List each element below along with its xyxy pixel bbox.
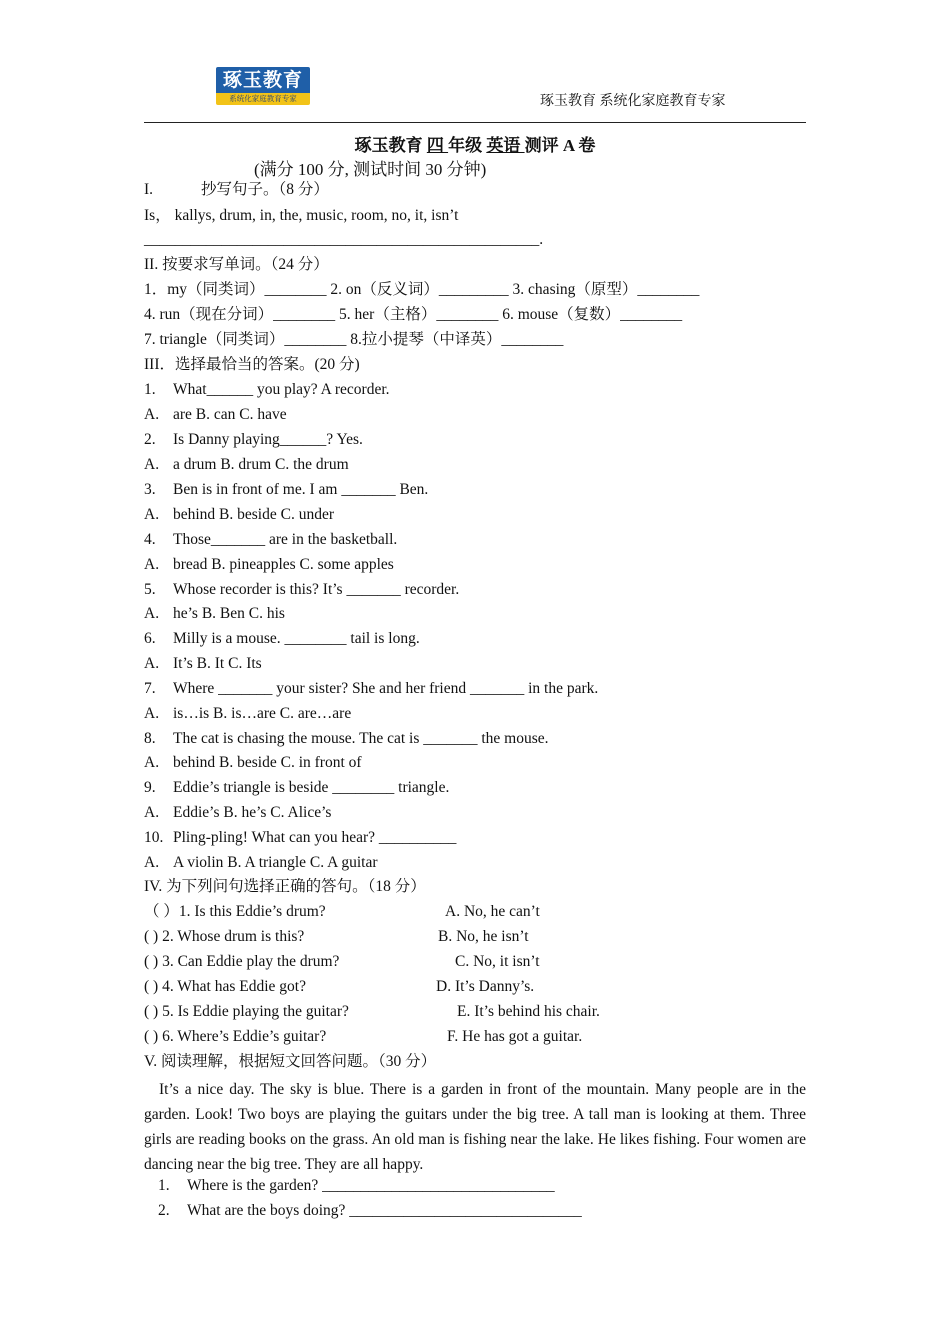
mc-options[interactable] (144, 853, 378, 873)
mc-options-text: bread B. pineapples C. some apples (173, 556, 394, 573)
mc-options[interactable] (144, 604, 285, 624)
reading-question-num: 2. (158, 1202, 170, 1219)
mc-options[interactable] (144, 753, 362, 773)
mc-question[interactable] (144, 629, 420, 649)
mc-option-label: A. (144, 556, 160, 573)
header-divider (144, 122, 806, 123)
mc-question-text: Whose recorder is this? It’s _______ recorder. (173, 581, 460, 598)
title-prefix: 琢玉教育 (354, 136, 427, 155)
mc-options[interactable] (144, 704, 351, 724)
section2-row[interactable]: 7. triangle（同类词）________ 8.拉小提琴（中译英）________ (144, 331, 564, 348)
mc-question[interactable] (144, 778, 449, 798)
match-question[interactable]: ( ) 5. Is Eddie playing the guitar? (144, 1003, 349, 1020)
section1-title: 抄写句子。（8 分） (201, 181, 329, 198)
section1-words: Is， kallys, drum, in, the, music, room, no, it, isn’t (144, 207, 459, 224)
mc-option-label: A. (144, 506, 160, 523)
mc-options-text: behind B. beside C. in front of (173, 754, 362, 771)
mc-question[interactable] (144, 729, 549, 749)
mc-option-label: A. (144, 754, 160, 771)
mc-question[interactable] (144, 380, 390, 400)
match-answer: D. It’s Danny’s. (436, 978, 535, 995)
logo-title: 琢玉教育 (216, 67, 310, 93)
mc-question[interactable] (144, 430, 363, 450)
mc-options[interactable] (144, 455, 349, 475)
mc-question-num: 4. (144, 531, 156, 548)
mc-options[interactable] (144, 555, 394, 575)
mc-options-text: is…is B. is…are C. are…are (173, 705, 352, 722)
mc-question-text: Is Danny playing______? Yes. (173, 431, 363, 448)
reading-passage: It’s a nice day. The sky is blue. There is a garden in front of the mountain. Many people are in the garden. Look! Two boys are playing the guitars under the big tree. A tall man is looking at them. Three girls are reading books on the grass. An old man is fishing near the lake. He likes fishing. Four women are dancing near the big tree. They are all happy. (144, 1081, 806, 1173)
mc-question-num: 5. (144, 581, 156, 598)
mc-options-text: are B. can C. have (173, 406, 287, 423)
section2-row[interactable]: 4. run（现在分词）________ 5. her（主格）________ 6. mouse（复数）________ (144, 306, 683, 323)
match-answer: E. It’s behind his chair. (457, 1003, 600, 1020)
mc-question[interactable] (144, 679, 598, 699)
match-question[interactable]: （ ）1. Is this Eddie’s drum? (144, 903, 326, 920)
mc-question-text: What______ you play? A recorder. (173, 381, 390, 398)
logo-tagline: 系统化家庭教育专家 (216, 93, 310, 105)
mc-question[interactable] (144, 580, 459, 600)
section1-num: I. (144, 181, 154, 198)
mc-question-text: Where _______ your sister? She and her friend _______ in the park. (173, 680, 599, 697)
section1-answer-line[interactable]: ___________________________________________________. (144, 231, 544, 248)
match-answer: B. No, he isn’t (438, 928, 529, 945)
mc-question-num: 3. (144, 481, 156, 498)
reading-question-text: What are the boys doing? ______________________________ (187, 1202, 582, 1219)
mc-question-text: Eddie’s triangle is beside ________ triangle. (173, 779, 450, 796)
mc-question-text: Milly is a mouse. ________ tail is long. (173, 630, 420, 647)
title-suffix: 测评 A 卷 (524, 136, 596, 155)
match-question[interactable]: ( ) 3. Can Eddie play the drum? (144, 953, 340, 970)
reading-question-text: Where is the garden? ______________________________ (187, 1177, 555, 1194)
mc-question-num: 7. (144, 680, 156, 697)
mc-question[interactable] (144, 530, 397, 550)
match-question[interactable]: ( ) 2. Whose drum is this? (144, 928, 305, 945)
mc-question[interactable] (144, 828, 456, 848)
mc-question-text: Pling-pling! What can you hear? __________ (173, 829, 457, 846)
mc-question-text: The cat is chasing the mouse. The cat is _______ the mouse. (173, 730, 549, 747)
page-title (0, 131, 950, 156)
mc-option-label: A. (144, 655, 160, 672)
header-slogan: 琢玉教育 系统化家庭教育专家 (540, 94, 726, 109)
section2-heading: II. 按要求写单词。（24 分） (144, 256, 329, 273)
mc-question-text: Those_______ are in the basketball. (173, 531, 398, 548)
mc-options[interactable] (144, 505, 334, 525)
section2-row[interactable]: 1．my（同类词）________ 2. on（反义词）_________ 3. chasing（原型）________ (144, 281, 700, 298)
reading-question-num: 1. (158, 1177, 170, 1194)
mc-options-text: a drum B. drum C. the drum (173, 456, 349, 473)
mc-question[interactable] (144, 480, 428, 500)
mc-options-text: behind B. beside C. under (173, 506, 335, 523)
match-question[interactable]: ( ) 4. What has Eddie got? (144, 978, 306, 995)
mc-option-label: A. (144, 605, 160, 622)
mc-question-text: Ben is in front of me. I am _______ Ben. (173, 481, 429, 498)
title-grade-suffix: 年级 (448, 136, 487, 155)
section4-heading: IV. 为下列问句选择正确的答句。（18 分） (144, 878, 426, 895)
match-answer: F. He has got a guitar. (447, 1028, 583, 1045)
mc-option-label: A. (144, 705, 160, 722)
match-answer: C. No, it isn’t (455, 953, 540, 970)
page-subtitle: (满分 100 分, 测试时间 30 分钟) (254, 160, 487, 179)
title-grade: 四 (426, 136, 449, 155)
logo (216, 67, 310, 105)
mc-question-num: 6. (144, 630, 156, 647)
mc-option-label: A. (144, 456, 160, 473)
mc-options-text: It’s B. It C. Its (173, 655, 262, 672)
mc-question-num: 9. (144, 779, 156, 796)
reading-question[interactable] (158, 1177, 555, 1195)
section1-heading (144, 180, 329, 200)
mc-option-label: A. (144, 804, 160, 821)
title-subject: 英语 (486, 136, 525, 155)
mc-question-num: 2. (144, 431, 156, 448)
mc-question-num: 1. (144, 381, 156, 398)
mc-options[interactable] (144, 803, 331, 823)
mc-question-num: 10. (144, 829, 164, 846)
mc-options-text: he’s B. Ben C. his (173, 605, 285, 622)
section3-heading: III．选择最恰当的答案。(20 分) (144, 356, 360, 373)
reading-question[interactable] (158, 1202, 582, 1220)
mc-options[interactable] (144, 654, 262, 674)
mc-option-label: A. (144, 854, 160, 871)
mc-options-text: A violin B. A triangle C. A guitar (173, 854, 378, 871)
match-question[interactable]: ( ) 6. Where’s Eddie’s guitar? (144, 1028, 327, 1045)
mc-options[interactable] (144, 405, 287, 425)
mc-question-num: 8. (144, 730, 156, 747)
match-answer: A. No, he can’t (445, 903, 540, 920)
mc-option-label: A. (144, 406, 160, 423)
section5-heading: V. 阅读理解，根据短文回答问题。（30 分） (144, 1053, 437, 1070)
mc-options-text: Eddie’s B. he’s C. Alice’s (173, 804, 332, 821)
